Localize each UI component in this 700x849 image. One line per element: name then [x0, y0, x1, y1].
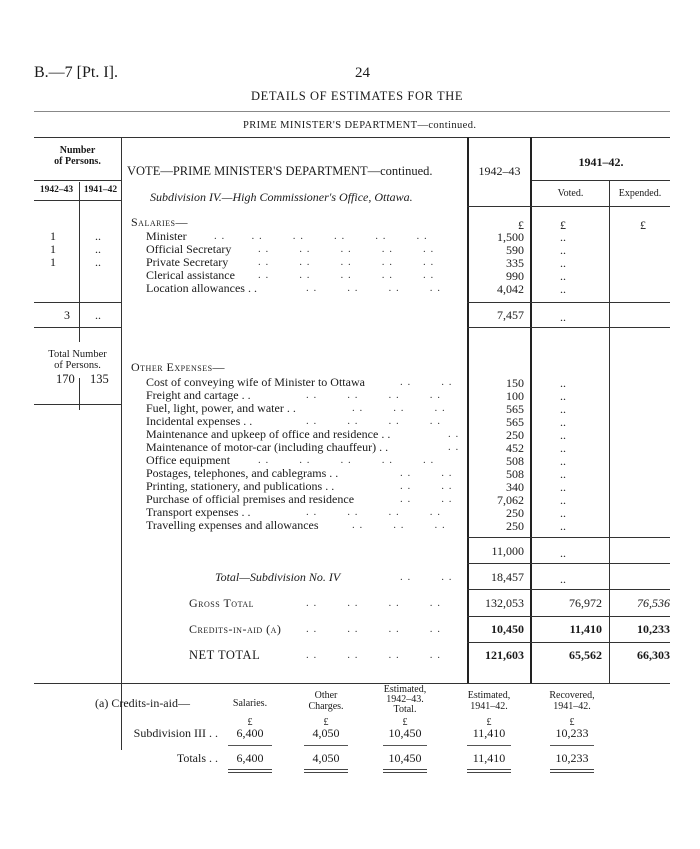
fn-other: 4,050	[312, 751, 340, 765]
net-total-label: NET TOTAL	[189, 648, 261, 662]
credits-rule	[467, 642, 670, 643]
fn-head-other-2: Charges.	[308, 701, 344, 712]
leader-dots: . .	[448, 428, 460, 440]
salaries-persons-total-1942: 3	[64, 308, 70, 322]
fn-rule	[383, 745, 427, 746]
leader-dots: . . . . . . . .	[306, 506, 441, 518]
leader-dots: . .	[448, 441, 460, 453]
fn-head-other-1: Other	[314, 690, 338, 701]
item-label: Location allowances . .	[146, 281, 257, 295]
fn-double-rule	[304, 769, 348, 770]
estimate-value: 340	[506, 480, 524, 494]
persons-divider-lower	[121, 342, 122, 750]
item-label: Fuel, light, power, and water . .	[146, 401, 296, 415]
gross-total-expended: 76,536	[637, 596, 670, 610]
voted-value: ..	[560, 467, 566, 481]
voted-value: ..	[560, 415, 566, 429]
estimate-value: 335	[506, 256, 524, 270]
net-total-estimate: 121,603	[485, 648, 524, 662]
item-label: Transport expenses . .	[146, 505, 251, 519]
item-label: Minister	[146, 229, 187, 243]
fn-est: 10,450	[388, 726, 422, 740]
fn-estp: 11,410	[472, 726, 506, 740]
voted-value: ..	[560, 519, 566, 533]
voted-value: ..	[560, 506, 566, 520]
currency-expended: £	[640, 218, 646, 232]
currency-voted: £	[560, 218, 566, 232]
fn-row-label: Subdivision III . .	[133, 726, 218, 740]
persons-1941: ..	[95, 255, 101, 269]
fn-double-rule	[228, 772, 272, 773]
voted-value: ..	[560, 441, 566, 455]
item-label: Freight and cartage . .	[146, 388, 251, 402]
document-reference: B.—7 [Pt. I].	[34, 64, 118, 81]
page-title: DETAILS OF ESTIMATES FOR THE	[251, 89, 464, 103]
fn-head-est-3: Total.	[393, 704, 417, 715]
voted-value: ..	[560, 480, 566, 494]
voted-value: ..	[560, 493, 566, 507]
leader-dots: . . . . . . . . . .	[258, 454, 435, 466]
item-label: Cost of conveying wife of Minister to Ottawa	[146, 375, 365, 389]
total-persons-1941: 135	[90, 372, 109, 386]
salaries-total-rule-top	[467, 302, 670, 303]
estimate-value: 7,062	[497, 493, 524, 507]
fn-salaries: 6,400	[236, 751, 264, 765]
fn-currency-estp: £	[486, 717, 492, 728]
leader-dots: . . . . . . . .	[306, 649, 441, 661]
leader-dots: . . . . . . . . . .	[258, 269, 435, 281]
vote-title: VOTE—PRIME MINISTER'S DEPARTMENT—continued.	[127, 164, 433, 178]
page-subtitle: PRIME MINISTER'S DEPARTMENT—continued.	[243, 120, 477, 131]
col-head-bottom-rule	[467, 206, 670, 207]
voted-value: ..	[560, 376, 566, 390]
footnote-label: (a) Credits-in-aid—	[95, 696, 190, 710]
voted-value: ..	[560, 389, 566, 403]
fn-head-estp-1: Estimated,	[467, 690, 511, 701]
fn-rec: 10,233	[555, 726, 589, 740]
credits-in-aid-voted: 11,410	[569, 622, 602, 636]
fn-double-rule	[467, 769, 511, 770]
credits-in-aid-label: Credits-in-aid (a)	[189, 622, 282, 636]
leader-dots: . . . . . . . . . .	[258, 243, 435, 255]
gross-total-estimate: 132,053	[485, 596, 524, 610]
subtotal-rule	[467, 589, 670, 590]
item-label: Office equipment	[146, 453, 231, 467]
total-persons-label-1: Total Number	[48, 349, 107, 360]
fn-double-rule	[228, 769, 272, 770]
fn-est: 10,450	[388, 751, 422, 765]
subdivision-title: Subdivision IV.—High Commissioner's Office, Ottawa.	[150, 190, 413, 204]
persons-total-rule	[34, 302, 121, 303]
gross-total-label: Gross Total	[189, 596, 254, 610]
gross-total-voted: 76,972	[569, 596, 602, 610]
item-label: Maintenance of motor-car (including chauffeur) . .	[146, 440, 389, 454]
persons-head-rule	[34, 180, 121, 181]
persons-1941: ..	[95, 229, 101, 243]
voted-value: ..	[560, 454, 566, 468]
estimate-value: 990	[506, 269, 524, 283]
item-label: Maintenance and upkeep of office and residence . .	[146, 427, 391, 441]
fn-row-label: Totals . .	[176, 751, 218, 765]
estimate-value: 565	[506, 415, 524, 429]
persons-1942: 1	[50, 255, 56, 269]
fn-currency-salaries: £	[247, 717, 253, 728]
leader-dots: . . . . . .	[352, 519, 446, 531]
leader-dots: . . . .	[400, 376, 453, 388]
leader-dots: . . . . . . . .	[306, 623, 441, 635]
voted-value: ..	[560, 256, 566, 270]
leader-dots: . . . .	[400, 493, 453, 505]
voted-value: ..	[560, 243, 566, 257]
net-total-voted: 65,562	[569, 648, 602, 662]
fn-double-rule	[550, 772, 594, 773]
net-total-expended: 66,303	[637, 648, 670, 662]
estimate-value: 565	[506, 402, 524, 416]
fn-rule	[550, 745, 594, 746]
salaries-total-estimate: 7,457	[497, 308, 524, 322]
col-head-estimate: 1942–43	[478, 164, 521, 178]
persons-1942: 1	[50, 229, 56, 243]
other-total-rule-bottom	[467, 563, 670, 564]
voted-value: ..	[560, 402, 566, 416]
voted-value: ..	[560, 282, 566, 296]
col-head-year: 1941–42.	[578, 155, 624, 169]
gross-rule	[467, 616, 670, 617]
item-label: Incidental expenses . .	[146, 414, 253, 428]
total-persons-1942: 170	[56, 372, 75, 386]
persons-total-rule2	[34, 327, 121, 328]
leader-dots: . . . . . . . .	[306, 389, 441, 401]
fn-currency-rec: £	[569, 717, 575, 728]
fn-head-est-2: 1942–43.	[386, 694, 424, 705]
voted-value: ..	[560, 428, 566, 442]
fn-double-rule	[383, 772, 427, 773]
item-label: Private Secretary	[146, 255, 229, 269]
persons-total-rule3	[34, 404, 121, 405]
credits-in-aid-expended: 10,233	[637, 622, 670, 636]
col-head-expended: Expended.	[618, 188, 662, 199]
year-head-rule	[532, 180, 670, 181]
leader-dots: . . . .	[400, 571, 453, 583]
fn-head-rec-2: 1941–42.	[553, 701, 591, 712]
leader-dots: . . . .	[400, 467, 453, 479]
item-label: Printing, stationery, and publications . .	[146, 479, 335, 493]
item-label: Travelling expenses and allowances	[146, 518, 319, 532]
item-label: Purchase of official premises and residence	[146, 492, 355, 506]
estimate-value: 452	[506, 441, 524, 455]
salaries-total-rule-bottom	[467, 327, 670, 328]
leader-dots: . . . . . . . .	[306, 282, 441, 294]
credits-in-aid-estimate: 10,450	[491, 622, 524, 636]
fn-salaries: 6,400	[236, 726, 264, 740]
persons-col-1941: 1941–42	[83, 185, 118, 195]
estimate-value: 250	[506, 519, 524, 533]
item-label: Clerical assistance	[146, 268, 235, 282]
subdivision-total-voted: ..	[560, 572, 566, 586]
estimate-value: 4,042	[497, 282, 524, 296]
total-persons-label-2: of Persons.	[54, 360, 101, 371]
persons-1941: ..	[95, 242, 101, 256]
persons-col-1942: 1942–43	[39, 185, 74, 195]
currency-estimate: £	[518, 218, 524, 232]
leader-dots: . . . . . .	[352, 402, 446, 414]
other-total-rule-top	[467, 537, 670, 538]
fn-rec: 10,233	[555, 751, 589, 765]
fn-double-rule	[383, 769, 427, 770]
fn-head-rec-1: Recovered,	[549, 690, 595, 701]
leader-dots: . . . . . . . . . .	[258, 256, 435, 268]
fn-double-rule	[550, 769, 594, 770]
voted-value: ..	[560, 230, 566, 244]
voted-value: ..	[560, 269, 566, 283]
fn-double-rule	[304, 772, 348, 773]
col-head-voted: Voted.	[557, 188, 584, 199]
other-total-voted: ..	[560, 546, 566, 560]
other-expenses-heading: Other Expenses—	[131, 360, 226, 374]
fn-rule	[228, 745, 272, 746]
fn-currency-other: £	[323, 717, 329, 728]
fn-rule	[304, 745, 348, 746]
table-bottom-rule	[34, 683, 670, 684]
leader-dots: . . . .	[400, 480, 453, 492]
persons-inner-divider	[79, 182, 80, 342]
salaries-heading: Salaries—	[131, 215, 188, 229]
leader-dots: . . . . . . . .	[306, 415, 441, 427]
fn-currency-est: £	[402, 717, 408, 728]
salaries-persons-total-1941: ..	[95, 308, 101, 322]
fn-other: 4,050	[312, 726, 340, 740]
estimate-value: 150	[506, 376, 524, 390]
persons-label-2: of Persons.	[54, 156, 101, 167]
estimate-value: 508	[506, 467, 524, 481]
salaries-total-voted: ..	[560, 310, 566, 324]
fn-head-est-1: Estimated,	[383, 684, 427, 695]
estimate-value: 1,500	[497, 230, 524, 244]
persons-1942: 1	[50, 242, 56, 256]
fn-double-rule	[467, 772, 511, 773]
other-total-estimate: 11,000	[491, 544, 524, 558]
persons-label-1: Number	[59, 145, 96, 156]
fn-head-salaries: Salaries.	[232, 698, 268, 709]
fn-estp: 11,410	[472, 751, 506, 765]
estimate-value: 590	[506, 243, 524, 257]
table-top-rule	[34, 137, 670, 138]
leader-dots: . . . . . . . . . . . .	[214, 230, 428, 242]
subdivision-total-estimate: 18,457	[491, 570, 524, 584]
subdivision-total-label: Total—Subdivision No. IV	[215, 570, 341, 584]
item-label: Postages, telephones, and cablegrams . .	[146, 466, 339, 480]
title-rule	[34, 111, 670, 112]
fn-head-estp-2: 1941–42.	[470, 701, 508, 712]
fn-rule	[467, 745, 511, 746]
estimate-value: 508	[506, 454, 524, 468]
persons-head-rule2	[34, 200, 121, 201]
estimate-value: 250	[506, 428, 524, 442]
leader-dots: . . . . . . . .	[306, 597, 441, 609]
estimate-value: 250	[506, 506, 524, 520]
page-number: 24	[355, 65, 370, 81]
persons-inner-divider-lower	[79, 378, 80, 410]
item-label: Official Secretary	[146, 242, 232, 256]
estimate-value: 100	[506, 389, 524, 403]
